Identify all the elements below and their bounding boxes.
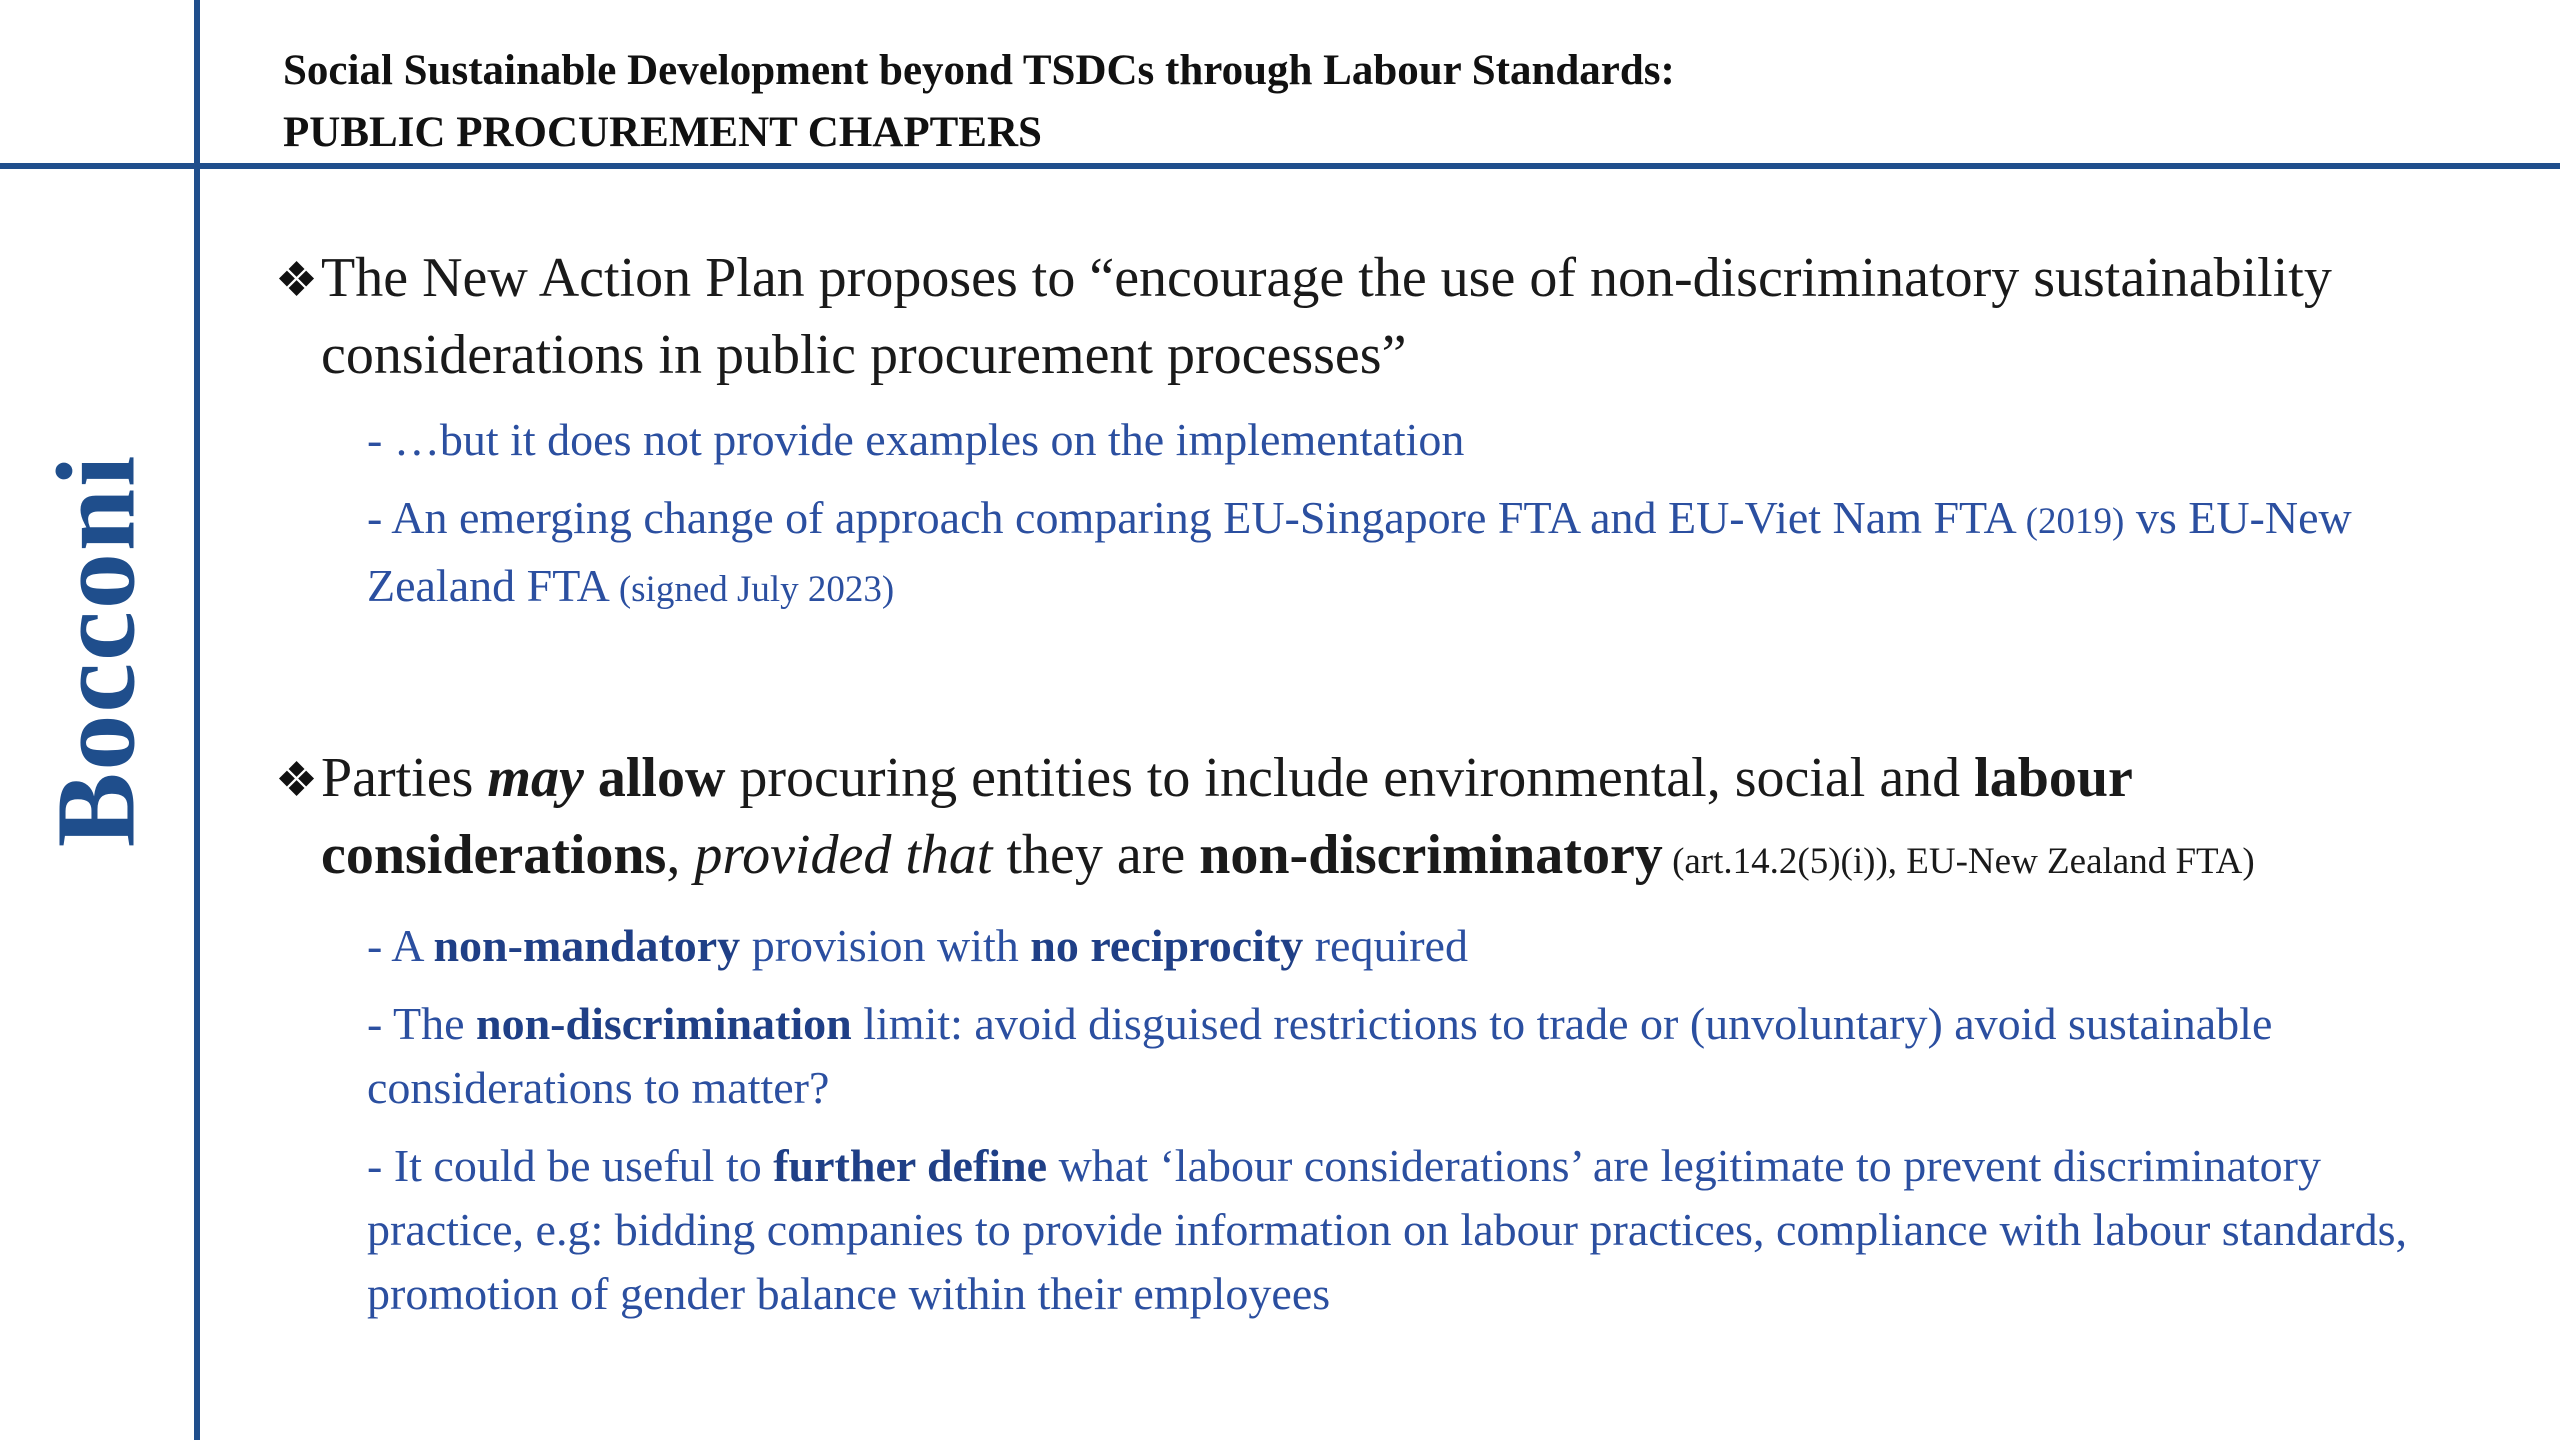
emphasis-provided: provided that — [694, 824, 993, 886]
title-line-1: Social Sustainable Development beyond TSDCs through Labour Standards: — [283, 47, 1675, 94]
sub-point-text: provision with — [740, 920, 1031, 971]
sub-point-bold: non-discrimination — [476, 998, 852, 1049]
sub-point-text: - The — [367, 998, 477, 1049]
emphasis-labour: labour considerations — [321, 747, 2132, 886]
brand-name: Bocconi — [34, 453, 159, 847]
bullet-text: Parties — [321, 747, 488, 809]
sub-point-text-2: vs EU-New Zealand FTA — [367, 492, 2352, 611]
article-reference: (art.14.2(5)(i)), EU-New Zealand FTA) — [1662, 841, 2255, 882]
sub-point-text: limit: avoid disguised restrictions to trade or (unvoluntary) avoid sustainable considerations to matter? — [367, 998, 2273, 1113]
sub-point-text: - An emerging change of approach comparing EU-Singapore FTA and EU-Viet Nam FTA — [367, 492, 2015, 543]
sub-point-bold: non-mandatory — [433, 920, 741, 971]
sub-point-text: required — [1303, 920, 1468, 971]
bullet-text: The New Action Plan proposes to “encourage the use of non-discriminatory sustainability considerations in public procurement processes” — [321, 247, 2332, 386]
bullet-parties — [275, 740, 2455, 900]
sub-point-text: - It could be useful to — [367, 1140, 774, 1191]
diamond-bullet-icon: ❖ — [275, 254, 319, 307]
sub-point-bold: further define — [773, 1140, 1048, 1191]
sub-point-date: (signed July 2023) — [618, 569, 895, 610]
slide-title — [283, 40, 1675, 164]
bullet-text: they are — [992, 824, 1200, 886]
emphasis-may: may — [487, 747, 584, 809]
sub-point-year: (2019) — [2025, 501, 2125, 542]
emphasis-allow: allow — [583, 747, 726, 809]
sub-point-text: - …but it does not provide examples on the implementation — [367, 414, 1465, 465]
sub-point — [367, 1134, 2455, 1326]
sub-point-text: what ‘labour considerations’ are legitimate to prevent discriminatory practice, e.g: bidding companies to provide information on labour practices, compliance with labour standards, promotion of gender balance within their employees — [367, 1140, 2407, 1319]
slide-body — [275, 240, 2455, 1326]
vertical-divider — [194, 0, 200, 1440]
sub-point — [367, 914, 2455, 978]
sub-point — [367, 408, 2455, 472]
brand-logo — [22, 440, 172, 860]
sub-point — [367, 486, 2455, 622]
sub-point-bold: no reciprocity — [1030, 920, 1304, 971]
sub-point — [367, 992, 2455, 1120]
sub-point-text: - A — [367, 920, 434, 971]
bullet-text: , — [666, 824, 695, 886]
bullet-text: procuring entities to include environmental, social and — [725, 747, 1975, 809]
diamond-bullet-icon: ❖ — [275, 754, 319, 807]
bullet-action-plan — [275, 240, 2455, 394]
title-line-2: PUBLIC PROCUREMENT CHAPTERS — [283, 109, 1042, 156]
emphasis-nondiscriminatory: non-discriminatory — [1199, 824, 1663, 886]
